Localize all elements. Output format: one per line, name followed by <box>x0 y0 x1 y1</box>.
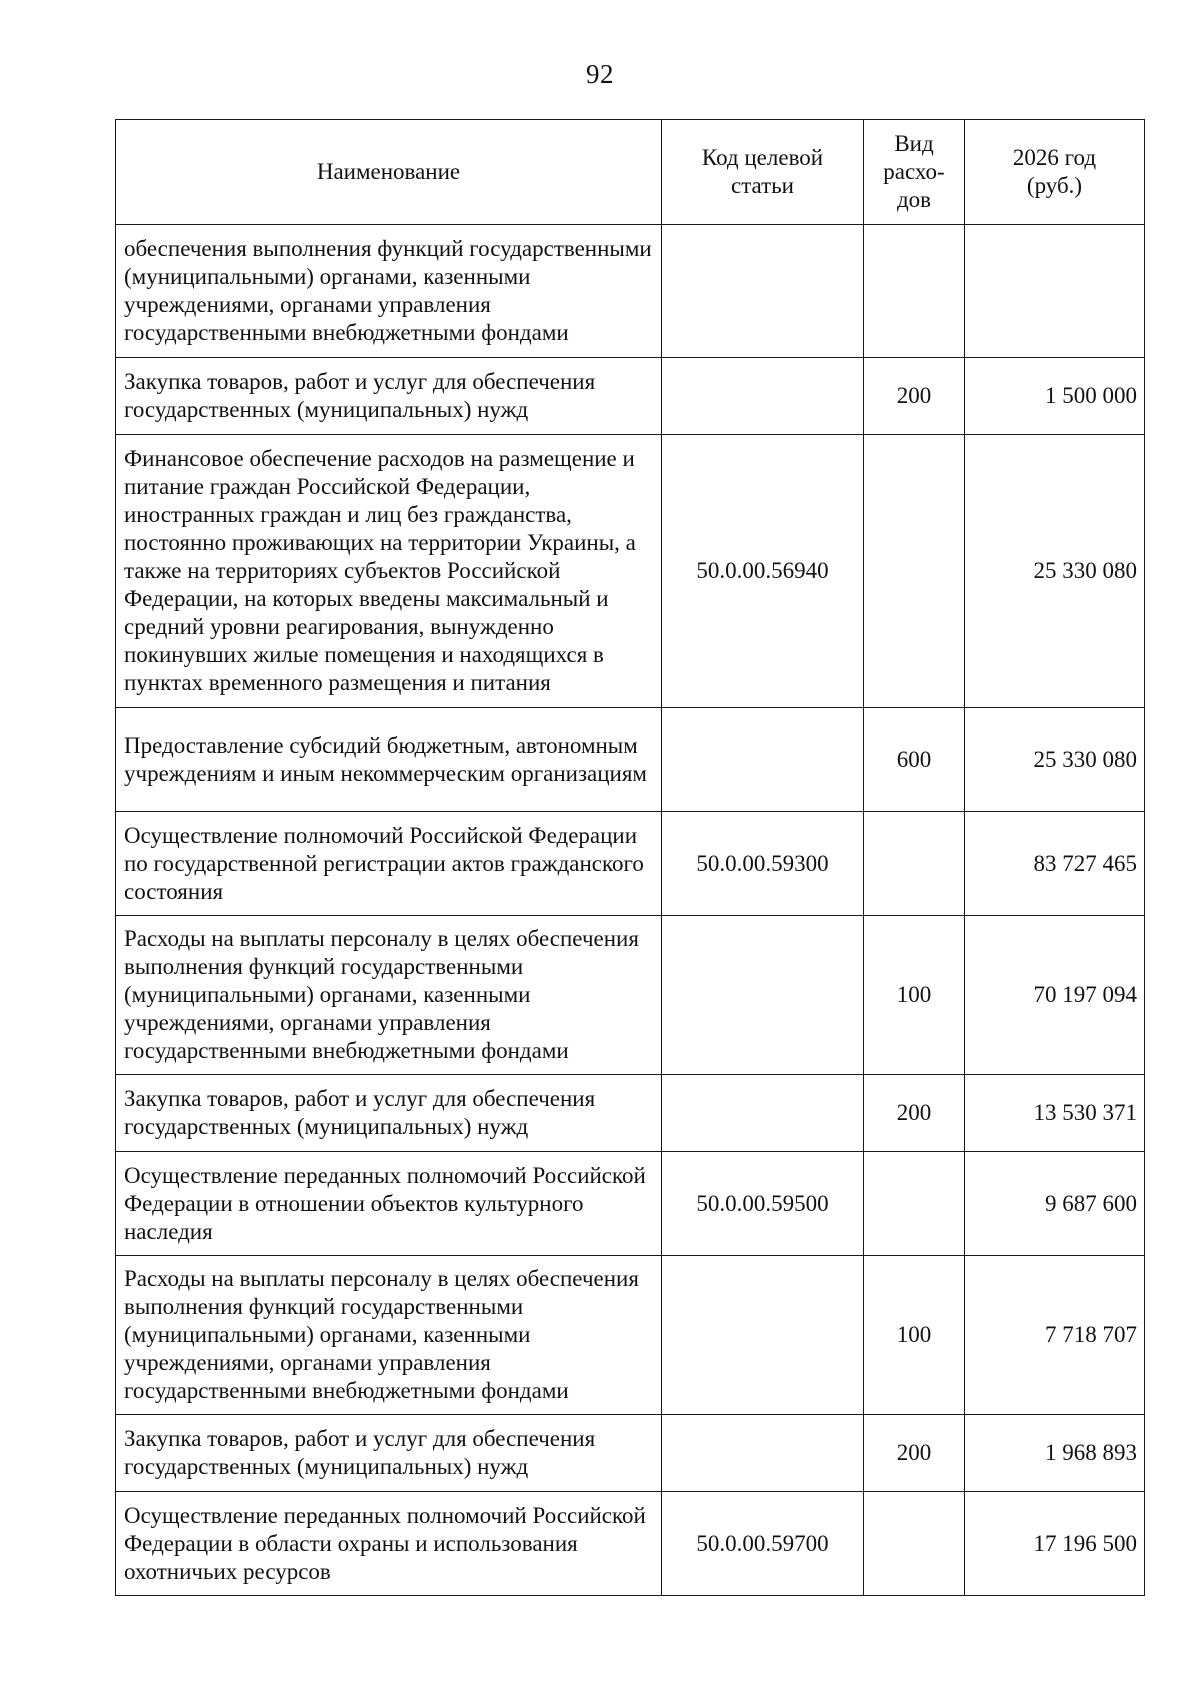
cell-amount: 9 687 600 <box>965 1152 1145 1256</box>
cell-type: 200 <box>864 1415 965 1492</box>
cell-amount: 83 727 465 <box>965 812 1145 916</box>
cell-name: обеспечения выполнения функций государственными (муниципальными) органами, казенными учреждениями, органами управления государственными внебюджетными фондами <box>116 225 662 358</box>
header-type <box>864 120 965 225</box>
budget-table <box>115 119 1145 1596</box>
cell-type <box>864 812 965 916</box>
header-code <box>662 120 864 225</box>
cell-code <box>662 225 864 358</box>
table-row <box>116 708 1145 812</box>
cell-amount <box>965 225 1145 358</box>
header-name <box>116 120 662 225</box>
cell-code: 50.0.00.56940 <box>662 435 864 708</box>
cell-type: 600 <box>864 708 965 812</box>
cell-type: 200 <box>864 1075 965 1152</box>
cell-name: Закупка товаров, работ и услуг для обеспечения государственных (муниципальных) нужд <box>116 358 662 435</box>
cell-amount: 1 500 000 <box>965 358 1145 435</box>
cell-name: Осуществление переданных полномочий Российской Федерации в отношении объектов культурного наследия <box>116 1152 662 1256</box>
table-row <box>116 1492 1145 1596</box>
cell-code <box>662 1415 864 1492</box>
header-amount-line1: 2026 год <box>1012 145 1097 170</box>
cell-name: Расходы на выплаты персоналу в целях обеспечения выполнения функций государственными (муниципальными) органами, казенными учреждениями, органами управления государственными внебюджетными фондами <box>116 1256 662 1415</box>
header-name-text: Наименование <box>316 159 461 184</box>
table-row <box>116 1152 1145 1256</box>
cell-code: 50.0.00.59500 <box>662 1152 864 1256</box>
page-number: 92 <box>586 59 614 89</box>
cell-type <box>864 1152 965 1256</box>
cell-name: Расходы на выплаты персоналу в целях обеспечения выполнения функций государственными (муниципальными) органами, казенными учреждениями, органами управления государственными внебюджетными фондами <box>116 916 662 1075</box>
table-row <box>116 435 1145 708</box>
cell-type <box>864 1492 965 1596</box>
table-header-row <box>116 120 1145 225</box>
table-row <box>116 812 1145 916</box>
table-row <box>116 1075 1145 1152</box>
cell-name: Предоставление субсидий бюджетным, автономным учреждениям и иным некоммерческим организациям <box>116 708 662 812</box>
header-code-line1: Код целевой <box>701 145 824 170</box>
header-type-line3: дов <box>896 187 932 212</box>
cell-type <box>864 435 965 708</box>
cell-type: 100 <box>864 916 965 1075</box>
header-type-line2: расхо- <box>883 159 945 184</box>
cell-name: Закупка товаров, работ и услуг для обеспечения государственных (муниципальных) нужд <box>116 1415 662 1492</box>
cell-amount: 25 330 080 <box>965 708 1145 812</box>
cell-code <box>662 708 864 812</box>
table-row <box>116 1256 1145 1415</box>
cell-name: Осуществление полномочий Российской Федерации по государственной регистрации актов гражданского состояния <box>116 812 662 916</box>
cell-amount: 1 968 893 <box>965 1415 1145 1492</box>
table-row <box>116 916 1145 1075</box>
cell-code <box>662 1075 864 1152</box>
header-amount-line2: (руб.) <box>1026 173 1083 198</box>
cell-amount: 70 197 094 <box>965 916 1145 1075</box>
cell-code <box>662 1256 864 1415</box>
header-code-line2: статьи <box>730 173 794 198</box>
cell-code: 50.0.00.59300 <box>662 812 864 916</box>
cell-amount: 13 530 371 <box>965 1075 1145 1152</box>
cell-amount: 17 196 500 <box>965 1492 1145 1596</box>
table-row <box>116 1415 1145 1492</box>
cell-amount: 25 330 080 <box>965 435 1145 708</box>
cell-type: 200 <box>864 358 965 435</box>
cell-code: 50.0.00.59700 <box>662 1492 864 1596</box>
table-row <box>116 358 1145 435</box>
cell-name: Финансовое обеспечение расходов на размещение и питание граждан Российской Федерации, иностранных граждан и лиц без гражданства, постоянно проживающих на территории Украины, а также на территориях субъектов Российской Федерации, на которых введены максимальный и средний уровни реагирования, вынужденно покинувших жилые помещения и находящихся в пунктах временного размещения и питания <box>116 435 662 708</box>
cell-type <box>864 225 965 358</box>
cell-name: Закупка товаров, работ и услуг для обеспечения государственных (муниципальных) нужд <box>116 1075 662 1152</box>
table-row <box>116 225 1145 358</box>
cell-code <box>662 358 864 435</box>
header-amount <box>965 120 1145 225</box>
cell-name: Осуществление переданных полномочий Российской Федерации в области охраны и использования охотничьих ресурсов <box>116 1492 662 1596</box>
cell-amount: 7 718 707 <box>965 1256 1145 1415</box>
cell-type: 100 <box>864 1256 965 1415</box>
cell-code <box>662 916 864 1075</box>
header-type-line1: Вид <box>894 131 934 156</box>
